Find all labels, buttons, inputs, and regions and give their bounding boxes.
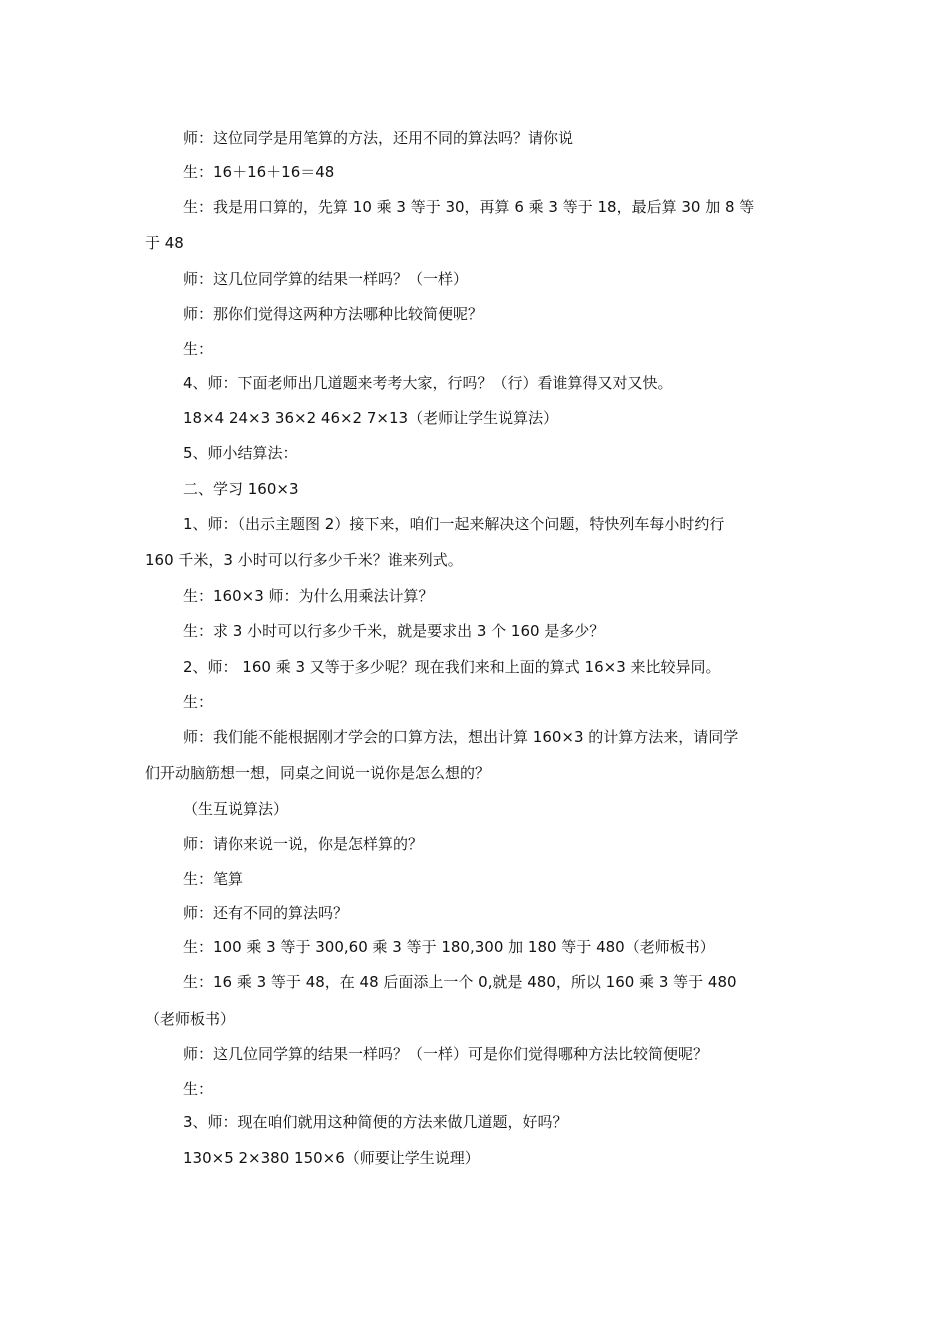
text-line: 生：笔算 xyxy=(183,870,244,888)
text-line: 师：我们能不能根据刚才学会的口算方法，想出计算 160×3 的计算方法来，请同学 xyxy=(183,728,739,746)
text-line: 二、学习 160×3 xyxy=(183,480,299,498)
text-line: 160 千米，3 小时可以行多少千米？谁来列式。 xyxy=(145,551,463,569)
text-line: 3、师：现在咱们就用这种简便的方法来做几道题，好吗？ xyxy=(183,1113,568,1131)
text-line: 生：160×3 师：为什么用乘法计算？ xyxy=(183,587,434,605)
text-line: 生： xyxy=(183,1080,214,1098)
text-line: 生： xyxy=(183,340,214,358)
text-line: 1、师：（出示主题图 2）接下来，咱们一起来解决这个问题，特快列车每小时约行 xyxy=(183,515,725,533)
text-line: 们开动脑筋想一想，同桌之间说一说你是怎么想的？ xyxy=(145,764,491,782)
text-line: 于 48 xyxy=(145,234,184,252)
text-line: （生互说算法） xyxy=(183,800,289,818)
text-line: 4、师：下面老师出几道题来考考大家，行吗？（行）看谁算得又对又快。 xyxy=(183,374,673,392)
text-line: 18×4 24×3 36×2 46×2 7×13（老师让学生说算法） xyxy=(183,409,559,427)
text-line: 生：16＋16＋16＝48 xyxy=(183,163,335,181)
text-line: 师：那你们觉得这两种方法哪种比较简便呢？ xyxy=(183,305,484,323)
text-line: 师：还有不同的算法吗？ xyxy=(183,904,349,922)
text-line: 生： xyxy=(183,693,214,711)
text-line: 生：求 3 小时可以行多少千米，就是要求出 3 个 160 是多少？ xyxy=(183,622,605,640)
text-line: 2、师： 160 乘 3 又等于多少呢？现在我们来和上面的算式 16×3 来比较异同。 xyxy=(183,658,721,676)
text-line: 5、师小结算法： xyxy=(183,444,298,462)
text-line: 130×5 2×380 150×6（师要让学生说理） xyxy=(183,1149,480,1167)
text-line: 师：这几位同学算的结果一样吗？（一样）可是你们觉得哪种方法比较简便呢？ xyxy=(183,1045,709,1063)
text-line: 生：16 乘 3 等于 48，在 48 后面添上一个 0,就是 480，所以 160 乘 3 等于 480 xyxy=(183,973,737,991)
text-line: 师：这位同学是用笔算的方法，还用不同的算法吗？请你说 xyxy=(183,129,574,147)
text-line: 生：我是用口算的，先算 10 乘 3 等于 30，再算 6 乘 3 等于 18，最后算 30 加 8 等 xyxy=(183,198,755,216)
text-line: 师：请你来说一说，你是怎样算的？ xyxy=(183,835,424,853)
text-line: 师：这几位同学算的结果一样吗？（一样） xyxy=(183,270,469,288)
text-line: 生：100 乘 3 等于 300,60 乘 3 等于 180,300 加 180 等于 480（老师板书） xyxy=(183,938,715,956)
text-line: （老师板书） xyxy=(145,1010,236,1028)
